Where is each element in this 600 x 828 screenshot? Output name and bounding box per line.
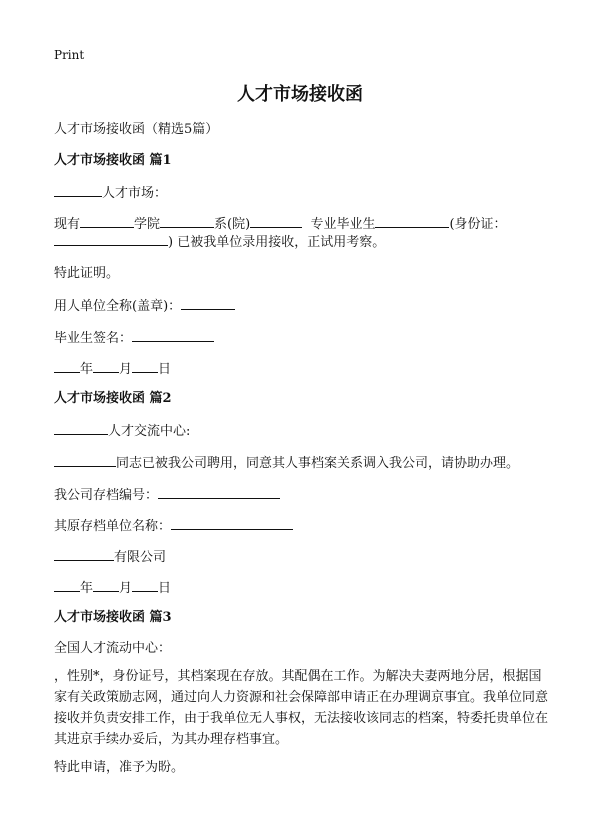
s3-closing: 特此申请，准予为盼。 — [54, 760, 185, 775]
s2-company-line — [54, 548, 166, 566]
s2-salutation: 人才交流中心: — [108, 424, 191, 439]
s2-year: 年 — [80, 581, 94, 596]
s1-day: 日 — [158, 362, 172, 377]
s2-archive-no: 我公司存档编号： — [54, 488, 159, 503]
s1-l1-d: 专业毕业生 — [310, 217, 376, 232]
s2-salutation-line — [54, 422, 190, 440]
blank — [171, 517, 293, 530]
s1-grad: 毕业生签名： — [54, 331, 133, 346]
s3-body: ，性别*，身份证号，其档案现在存放。其配偶在工作。为解决夫妻两地分居，根据国家有关政策励志网，通过向人力资源和社会保障部申请正在办理调京事宜。我单位同意接收并负责安排工作，由于我单位无人事权，无法接收该同志的档案，特委托贵单位在其进京手续办妥后，为其办理存档事宜。 — [54, 669, 549, 747]
s1-line-1 — [54, 215, 507, 233]
blank — [375, 215, 449, 228]
s1-cert: 特此证明。 — [54, 266, 120, 281]
s2-orig-unit: 其原存档单位名称： — [54, 519, 172, 534]
s2-orig-line — [54, 517, 293, 535]
s1-salutation: 人才市场： — [102, 186, 168, 201]
blank — [132, 579, 158, 592]
s2-day: 日 — [158, 581, 172, 596]
blank — [160, 215, 214, 228]
s1-employer-line — [54, 297, 235, 315]
s2-date-line — [54, 579, 171, 597]
s2-month: 月 — [119, 581, 133, 596]
blank — [54, 233, 168, 246]
s2-body-line — [54, 454, 519, 472]
s1-salutation-line — [54, 184, 167, 202]
blank — [80, 215, 134, 228]
s1-grad-line — [54, 329, 214, 347]
s1-l1-b: 学院 — [134, 217, 161, 232]
s1-employer: 用人单位全称(盖章)： — [54, 299, 182, 314]
blank — [93, 579, 119, 592]
s2-company: 有限公司 — [114, 550, 167, 565]
s1-l1-c: 系(院) — [214, 217, 251, 232]
blank — [54, 184, 102, 197]
s1-date-line — [54, 360, 171, 378]
blank — [250, 215, 302, 228]
blank — [181, 297, 235, 310]
blank — [54, 454, 116, 467]
page-title: 人才市场接收函 — [237, 84, 363, 105]
blank — [54, 360, 80, 373]
s2-archive-line — [54, 486, 280, 504]
section-1-heading: 人才市场接收函 篇1 — [54, 153, 172, 168]
s1-line-2 — [54, 233, 385, 251]
section-3-heading: 人才市场接收函 篇3 — [54, 610, 172, 625]
blank — [54, 548, 114, 561]
blank — [54, 422, 108, 435]
print-label: Print — [54, 48, 85, 62]
section-2-heading: 人才市场接收函 篇2 — [54, 391, 172, 406]
s1-month: 月 — [119, 362, 133, 377]
s3-salutation: 全国人才流动中心： — [54, 641, 172, 656]
blank — [132, 329, 214, 342]
s1-year: 年 — [80, 362, 94, 377]
s1-l2: ) 已被我单位录用接收，正试用考察。 — [168, 235, 386, 250]
blank — [158, 486, 280, 499]
s1-l1-e: (身份证： — [449, 217, 507, 232]
blank — [54, 579, 80, 592]
subtitle: 人才市场接收函（精选5篇） — [54, 122, 219, 137]
blank — [93, 360, 119, 373]
s1-l1-a: 现有 — [54, 217, 81, 232]
blank — [132, 360, 158, 373]
s2-body: 同志已被我公司聘用，同意其人事档案关系调入我公司，请协助办理。 — [116, 456, 520, 471]
